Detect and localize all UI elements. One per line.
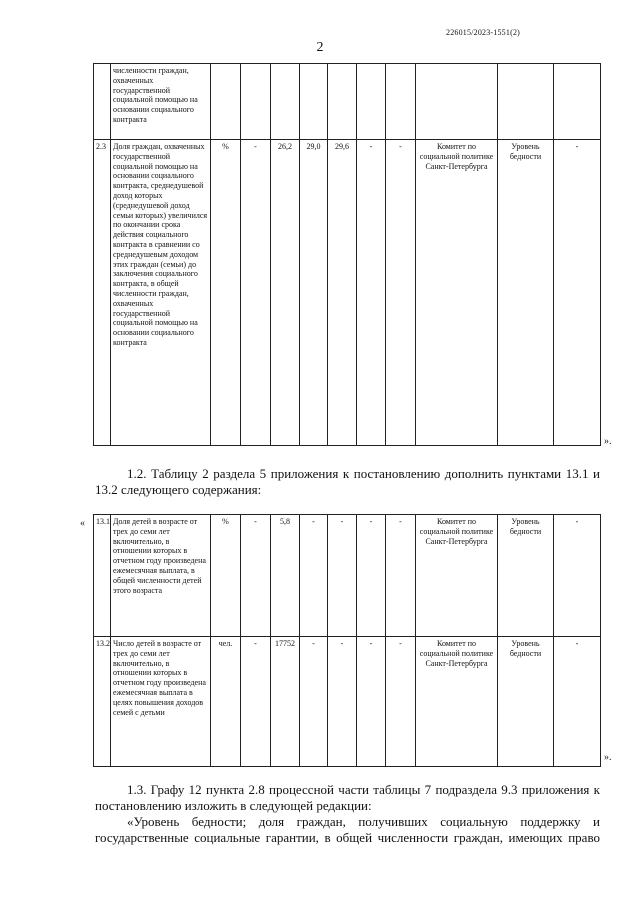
cell-indicator: Уровень бедности bbox=[498, 140, 554, 446]
cell-value: - bbox=[328, 637, 357, 767]
cell-value bbox=[328, 64, 357, 140]
cell-value: - bbox=[300, 515, 328, 637]
cell-description: Доля граждан, охваченных государственной социальной помощью на основании социального контракта, среднедушевой доход которых (среднедушевой доход семьи которых) увеличился по окончании срока действия социального контракта в сравнении со среднедушевым доходом этих граждан (семьи) до заключения социального контракта, в общей численности граждан, охваченных государственной социальной помощью на основании социального контракта bbox=[111, 140, 211, 446]
page-number: 2 bbox=[316, 40, 324, 55]
indicators-table-new-rows bbox=[93, 514, 601, 767]
cell-description: Доля детей в возрасте от трех до семи лет включительно, в отношении которых в отчетном году произведена ежемесячная выплата, в общей численности детей этого возраста bbox=[111, 515, 211, 637]
cell-value: - bbox=[241, 637, 271, 767]
cell-last bbox=[554, 64, 601, 140]
cell-indicator: Уровень бедности bbox=[498, 637, 554, 767]
cell-indicator bbox=[498, 64, 554, 140]
cell-value: 17752 bbox=[271, 637, 300, 767]
cell-unit: % bbox=[211, 140, 241, 446]
cell-description: Число детей в возрасте от трех до семи лет включительно, в отношении которых в отчетном году произведена ежемесячная выплата в целях повышения доходов семей с детьми bbox=[111, 637, 211, 767]
cell-value bbox=[271, 64, 300, 140]
cell-value: 26,2 bbox=[271, 140, 300, 446]
cell-executor: Комитет по социальной политике Санкт-Петербурга bbox=[416, 140, 498, 446]
table-row bbox=[94, 637, 601, 767]
cell-num: 13.1 bbox=[94, 515, 111, 637]
cell-num: 13.2 bbox=[94, 637, 111, 767]
cell-value: - bbox=[386, 637, 416, 767]
cell-value: - bbox=[241, 515, 271, 637]
cell-value: - bbox=[241, 140, 271, 446]
cell-value bbox=[386, 64, 416, 140]
cell-value bbox=[357, 64, 386, 140]
cell-last: - bbox=[554, 515, 601, 637]
cell-value: - bbox=[357, 637, 386, 767]
cell-last: - bbox=[554, 637, 601, 767]
paragraph-continuation: «Уровень бедности; доля граждан, получивших социальную поддержку и государственные социальные гарантии, в общей численности граждан, имеющих право bbox=[95, 814, 600, 845]
cell-indicator: Уровень бедности bbox=[498, 515, 554, 637]
cell-value: 29,6 bbox=[328, 140, 357, 446]
cell-unit: % bbox=[211, 515, 241, 637]
cell-description: численности граждан, охваченных государственной социальной помощью на основании социального контракта bbox=[111, 64, 211, 140]
cell-unit bbox=[211, 64, 241, 140]
document-registration-number: 226015/2023-1551(2) bbox=[446, 28, 521, 37]
cell-value: 29,0 bbox=[300, 140, 328, 446]
opening-quote: « bbox=[80, 518, 85, 529]
paragraph-1-3: 1.3. Графу 12 пункта 2.8 процессной части таблицы 7 подраздела 9.3 приложения к постановлению изложить в следующей редакции: bbox=[95, 782, 600, 813]
table-row bbox=[94, 515, 601, 637]
closing-quote: ». bbox=[604, 436, 612, 447]
cell-value: - bbox=[386, 515, 416, 637]
paragraph-1-2: 1.2. Таблицу 2 раздела 5 приложения к постановлению дополнить пунктами 13.1 и 13.2 следующего содержания: bbox=[95, 466, 600, 497]
cell-num: 2.3 bbox=[94, 140, 111, 446]
cell-value: - bbox=[328, 515, 357, 637]
cell-value: - bbox=[357, 515, 386, 637]
cell-executor: Комитет по социальной политике Санкт-Петербурга bbox=[416, 637, 498, 767]
cell-value: - bbox=[357, 140, 386, 446]
cell-value: - bbox=[300, 637, 328, 767]
cell-value: 5,8 bbox=[271, 515, 300, 637]
cell-unit: чел. bbox=[211, 637, 241, 767]
cell-num bbox=[94, 64, 111, 140]
cell-value bbox=[241, 64, 271, 140]
cell-executor bbox=[416, 64, 498, 140]
table-row bbox=[94, 140, 601, 446]
cell-value: - bbox=[386, 140, 416, 446]
closing-quote: ». bbox=[604, 752, 612, 763]
cell-last: - bbox=[554, 140, 601, 446]
cell-executor: Комитет по социальной политике Санкт-Петербурга bbox=[416, 515, 498, 637]
table-row bbox=[94, 64, 601, 140]
cell-value bbox=[300, 64, 328, 140]
indicators-table-continued bbox=[93, 63, 601, 446]
